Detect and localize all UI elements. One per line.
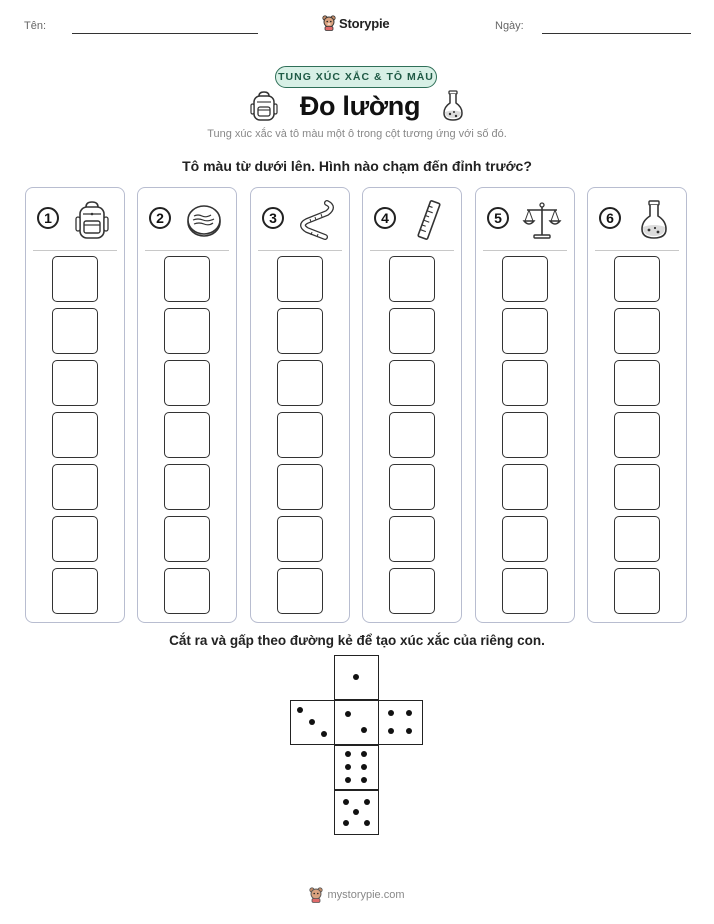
column-6 [587, 187, 687, 623]
dice-pip [361, 777, 367, 783]
bear-mascot-icon [309, 887, 323, 903]
dice-pip [406, 728, 412, 734]
footer-url: mystorypie.com [327, 889, 405, 901]
dice-face-6 [334, 745, 379, 790]
footer [0, 887, 714, 903]
column-number: 3 [262, 207, 284, 229]
activity-badge: TUNG XÚC XẮC & TÔ MÀU [275, 66, 437, 88]
balance-scale-icon [522, 199, 562, 241]
dice-pip [353, 674, 359, 680]
dice-face-3 [290, 700, 335, 745]
column-4 [362, 187, 462, 623]
column-header [138, 188, 236, 250]
color-cell[interactable] [502, 516, 548, 562]
dice-pip [297, 707, 303, 713]
dice-pip [361, 764, 367, 770]
color-cell[interactable] [52, 256, 98, 302]
column-number: 5 [487, 207, 509, 229]
dice-pip [364, 820, 370, 826]
color-cell[interactable] [389, 568, 435, 614]
column-header [363, 188, 461, 250]
color-cell[interactable] [502, 256, 548, 302]
dice-face-2 [334, 700, 379, 745]
backpack-icon [72, 199, 112, 241]
name-label: Tên: [24, 20, 47, 32]
measuring-tape-icon [297, 199, 337, 241]
color-cell[interactable] [614, 464, 660, 510]
color-cell[interactable] [389, 412, 435, 458]
color-cell[interactable] [277, 360, 323, 406]
dice-pip [353, 809, 359, 815]
color-cell[interactable] [502, 568, 548, 614]
color-cell[interactable] [164, 464, 210, 510]
dice-face-5 [334, 790, 379, 835]
dice-pip [361, 727, 367, 733]
color-cell[interactable] [502, 360, 548, 406]
flask-icon [442, 90, 464, 122]
color-cell[interactable] [277, 516, 323, 562]
color-cell[interactable] [389, 360, 435, 406]
date-label: Ngày: [495, 20, 524, 32]
color-cell[interactable] [277, 412, 323, 458]
column-divider [370, 250, 454, 251]
ruler-icon [409, 199, 449, 241]
column-5 [475, 187, 575, 623]
color-cell[interactable] [389, 308, 435, 354]
column-divider [33, 250, 117, 251]
date-blank-line [542, 33, 691, 34]
color-cell[interactable] [614, 256, 660, 302]
color-cell[interactable] [389, 256, 435, 302]
column-number: 2 [149, 207, 171, 229]
color-cell[interactable] [277, 568, 323, 614]
color-cell[interactable] [52, 464, 98, 510]
column-header [251, 188, 349, 250]
column-1 [25, 187, 125, 623]
color-cell[interactable] [502, 412, 548, 458]
dice-pip [345, 751, 351, 757]
dice-pip [343, 820, 349, 826]
color-cell[interactable] [614, 360, 660, 406]
dice-pip [309, 719, 315, 725]
color-cell[interactable] [502, 308, 548, 354]
flask-icon [634, 199, 674, 241]
column-divider [483, 250, 567, 251]
dice-pip [343, 799, 349, 805]
color-cell[interactable] [389, 464, 435, 510]
dice-pip [321, 731, 327, 737]
color-prompt: Tô màu từ dưới lên. Hình nào chạm đến đỉnh trước? [182, 158, 532, 174]
color-cell[interactable] [614, 308, 660, 354]
column-number: 1 [37, 207, 59, 229]
dice-pip [388, 710, 394, 716]
dice-pip [406, 710, 412, 716]
column-number: 6 [599, 207, 621, 229]
color-cell[interactable] [389, 516, 435, 562]
column-divider [595, 250, 679, 251]
dice-pip [388, 728, 394, 734]
page-title: Đo lường [299, 90, 421, 121]
dice-face-1 [334, 655, 379, 700]
title-row [250, 88, 464, 124]
color-cell[interactable] [164, 516, 210, 562]
color-cell[interactable] [52, 568, 98, 614]
column-number: 4 [374, 207, 396, 229]
subtitle: Tung xúc xắc và tô màu một ô trong cột tương ứng với số đó. [207, 128, 507, 140]
dice-pip [345, 777, 351, 783]
dice-face-4 [378, 700, 423, 745]
dice-pip [361, 751, 367, 757]
coin-icon [184, 199, 224, 241]
column-2 [137, 187, 237, 623]
backpack-icon [250, 90, 278, 122]
color-cell[interactable] [164, 308, 210, 354]
column-3 [250, 187, 350, 623]
column-divider [145, 250, 229, 251]
color-cell[interactable] [277, 256, 323, 302]
color-cell[interactable] [52, 308, 98, 354]
dice-instruction: Cắt ra và gấp theo đường kẻ để tạo xúc xắc của riêng con. [169, 633, 545, 648]
color-cell[interactable] [164, 256, 210, 302]
color-cell[interactable] [52, 360, 98, 406]
color-cell[interactable] [52, 412, 98, 458]
column-divider [258, 250, 342, 251]
color-cell[interactable] [277, 308, 323, 354]
name-blank-line [72, 33, 258, 34]
color-cell[interactable] [52, 516, 98, 562]
storypie-logo [322, 12, 392, 34]
color-cell[interactable] [614, 516, 660, 562]
dice-pip [345, 764, 351, 770]
bear-mascot-icon [322, 15, 336, 31]
color-cell[interactable] [277, 464, 323, 510]
color-cell[interactable] [502, 464, 548, 510]
color-cell[interactable] [164, 412, 210, 458]
dice-pip [345, 711, 351, 717]
dice-pip [364, 799, 370, 805]
color-cell[interactable] [614, 412, 660, 458]
column-header [26, 188, 124, 250]
column-header [476, 188, 574, 250]
color-cell[interactable] [614, 568, 660, 614]
column-header [588, 188, 686, 250]
color-cell[interactable] [164, 568, 210, 614]
color-cell[interactable] [164, 360, 210, 406]
brand-name: Storypie [339, 15, 390, 31]
